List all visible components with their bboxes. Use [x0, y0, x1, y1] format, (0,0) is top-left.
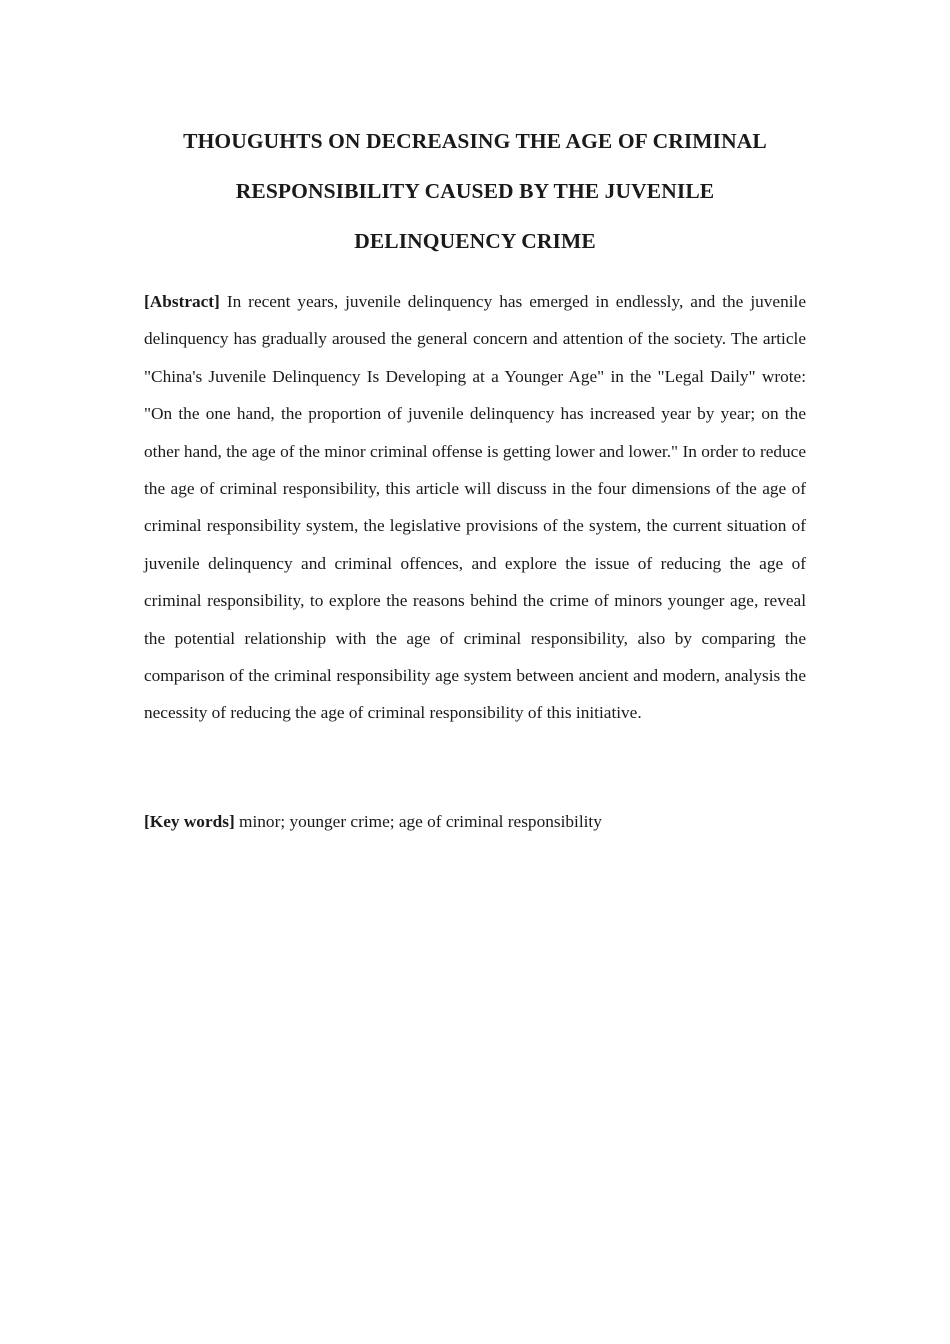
keywords-paragraph [144, 803, 806, 840]
keywords-label: [Key words] [144, 812, 235, 831]
title-line-3: DELINQUENCY CRIME [354, 229, 596, 253]
title-line-1: THOUGUHTS ON DECREASING THE AGE OF CRIMINAL [183, 129, 767, 153]
paper-title [120, 116, 830, 266]
keywords-text: minor; younger crime; age of criminal responsibility [239, 812, 602, 831]
abstract-text: In recent years, juvenile delinquency has emerged in endlessly, and the juvenile delinquency has gradually aroused the general concern and attention of the society. The article "China's Juvenile Delinquency Is Developing at a Younger Age" in the "Legal Daily" wrote: "On the one hand, the proportion of juvenile delinquency has increased year by year; on the other hand, the age of the minor criminal offense is getting lower and lower." In order to reduce the age of criminal responsibility, this article will discuss in the four dimensions of the age of criminal responsibility system, the legislative provisions of the system, the current situation of juvenile delinquency and criminal offences, and explore the issue of reducing the age of criminal responsibility, to explore the reasons behind the crime of minors younger age, reveal the potential relationship with the age of criminal responsibility, also by comparing the comparison of the criminal responsibility age system between ancient and modern, analysis the necessity of reducing the age of criminal responsibility of this initiative. [144, 292, 806, 723]
abstract-label: [Abstract] [144, 292, 220, 311]
abstract-paragraph [144, 283, 806, 732]
title-line-2: RESPONSIBILITY CAUSED BY THE JUVENILE [235, 179, 715, 203]
